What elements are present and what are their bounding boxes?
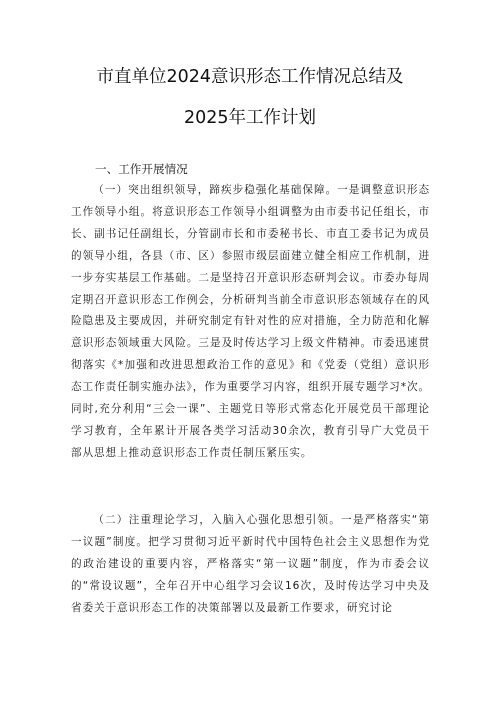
document-title-line-1: 市直单位2024意识形态工作情况总结及 xyxy=(96,67,404,87)
section-heading-work-progress: 一、工作开展情况 xyxy=(95,162,188,176)
paragraph-theoretical-study: （二）注重理论学习，入脑入心强化思想引领。一是严格落实“第一议题”制度。把学习贯彻习近平新时代中国特色社会主义思想作为党的政治建设的重要内容，严格落实“第一议题”制度，作为市委会议的“常设议题”，全年召开中心组学习会议16次，及时传达学习中央及省委关于意识形态工作的决策部署以及最新工作要求，研究讨论 xyxy=(71,514,430,614)
document-title-line-2: 2025年工作计划 xyxy=(183,108,317,128)
paragraph-organizational-leadership: （一）突出组织领导，蹄疾步稳强化基础保障。一是调整意识形态工作领导小组。将意识形态工作领导小组调整为由市委书记任组长，市长、副书记任副组长，分管副市长和市委秘书长、市直工委书记为成员的领导小组，各县（市、区）参照市级层面建立健全相应工作机制，进一步夯实基层工作基础。二是坚持召开意识形态研判会议。市委办每周定期召开意识形态工作例会，分析研判当前全市意识形态领域存在的风险隐患及主要成因，并研究制定有针对性的应对措施，全力防范和化解意识形态领域重大风险。三是及时传达学习上级文件精神。市委迅速贯彻落实《*加强和改进思想政治工作的意见》和《党委（党组）意识形态工作责任制实施办法》，作为重要学习内容，组织开展专题学习*次。同时,充分利用“三会一课”、主题党日等形式常态化开展党员干部理论学习教育，全年累计开展各类学习活动30余次，教育引导广大党员干部从思想上推动意识形态工作责任制压紧压实。 xyxy=(71,184,430,459)
